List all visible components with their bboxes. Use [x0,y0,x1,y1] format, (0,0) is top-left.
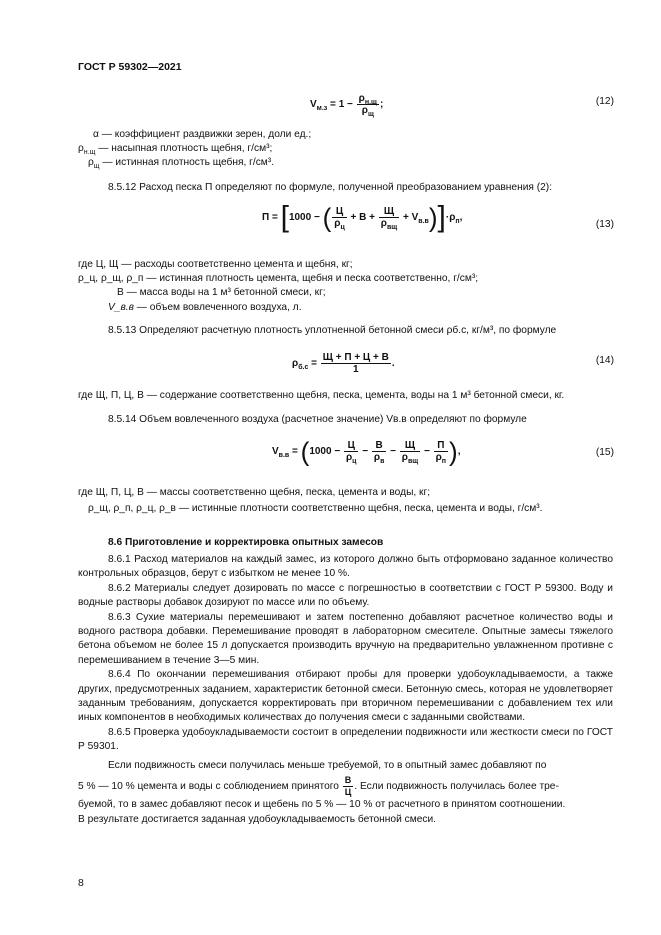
paragraph-8-6-5-line-d: В результате достигается заданная удобоукладываемость бетонной смеси. [78,813,436,825]
definition-true-density: $\rho_щ$ — истинная плотность щебня, г/см³. [88,157,275,171]
equation-number-15: (15) [595,447,614,458]
paragraph-8-6-5: 8.6.5 Проверка удобоукладываемости состоит в определении подвижности или жесткости смеси по ГОСТ Р 59301. [78,726,613,753]
paragraph-8-5-13: 8.5.13 Определяют расчетную плотность уплотненной бетонной смеси ρб.с, кг/м³, по формуле [108,325,557,336]
where-14: где Щ, П, Ц, В — содержание соответственно щебня, песка, цемента, воды на 1 м³ бетонной смеси, кг. [78,390,565,401]
definition-cement-gravel: где Ц, Щ — расходы соответственно цемента и щебня, кг; [78,259,353,270]
paragraph-8-6-5-line-b: 5 % — 10 % цемента и воды с соблюдением принятого $\frac{В}{Ц}$ . Если подвижность получилась более тре- [78,775,559,798]
paragraph-8-6-5-line-c: буемой, то в замес добавляют песок и щебень по 5 % — 10 % от расчетного в принятом соотношении. [78,799,566,811]
equation-15: $V_{в.в} = (1000$ − $\frac{Ц}{\rho_ц}$ − $\frac{В}{\rho_в}$ − $\frac{Щ}{\rho_{вщ}}$ − $\frac{П}{\rho_п}$ ), [272,436,461,467]
definition-true-densities: ρ_ц, ρ_щ, ρ_п — истинная плотность цемента, щебня и песка соответственно, г/см³; [78,273,479,284]
equation-13: П = [1000 − ( $\frac{Ц}{\rho_ц}$ + В + $\frac{Щ}{\rho_{вщ}}$ + $V_{в.в})]\cdot\rho_п$, [262,200,463,234]
paragraph-8-5-14: 8.5.14 Объем вовлеченного воздуха (расчетное значение) Vв.в определяют по формуле [108,414,527,425]
definition-alpha: α — коэффициент раздвижки зерен, доли ед.; [93,129,312,140]
equation-12: $V_{м.з} = 1$ − $\frac{\rho_{н.щ}}{\rho_щ}$ ; [310,93,384,118]
definition-bulk-density: $\rho_{н.щ}$ — насыпная плотность щебня, г/см³; [78,143,273,157]
paragraph-8-6-1: 8.6.1 Расход материалов на каждый замес, из которого должно быть отформовано заданное количество контрольных образцов, берут с избытком не менее 10 %. [78,554,613,580]
definition-air: V_в.в — объем вовлеченного воздуха, л. [108,302,302,313]
definition-true-densities-15: ρ_щ, ρ_п, ρ_ц, ρ_в — истинные плотности соответственно щебня, песка, цемента и воды, г/см³. [88,503,543,514]
definition-masses: где Щ, П, Ц, В — массы соответственно щебня, песка, цемента и воды, кг; [78,487,431,498]
eq12-one: 1 [338,99,345,111]
paragraph-8-6-2: 8.6.2 Материалы следует дозировать по массе с погрешностью в соответствии с ГОСТ Р 59300. Воду и водные растворы добавок дозируют по массе или по объему. [78,582,613,609]
paragraph-8-6-4: 8.6.4 По окончании перемешивания отбирают пробы для проверки удобоукладываемости, а также других, предусмотренных заданием, характеристик бетонной смеси. Бетонную смесь, которая не удовлетворяет заданным требованиям, допускается корректировать при вторичном перемешивании с добавлением тех или иных компонентов в необходимых количествах до получения смеси с заданными свойствами. [78,669,613,724]
equation-number-12: (12) [595,96,614,107]
eq12-lhs: V [310,99,317,111]
paragraph-8-6-5-line-a: Если подвижность смеси получилась меньше требуемой, то в опытный замес добавляют по [108,759,547,771]
section-heading-8-6: 8.6 Приготовление и корректировка опытных замесов [108,537,384,548]
definition-water: В — масса воды на 1 м³ бетонной смеси, кг; [117,287,326,298]
paragraph-8-5-12: 8.5.12 Расход песка П определяют по формуле, полученной преобразованием уравнения (2): [108,182,553,193]
page-number: 8 [78,877,84,889]
equation-14: $\rho_{б.с}$ = $\frac{Щ + П + Ц + В}{1}$ . [292,352,395,375]
paragraph-8-6-3: 8.6.3 Сухие материалы перемешивают и затем постепенно добавляют расчетное количество воды и водного раствора добавки. Перемешивание проводят в лабораторном смесителе. Опытные замесы тяжелого бетона объемом не более 15 л допускается производить вручную на предварительно увлажненном противне с перемешиванием в течение 3—5 мин. [78,611,613,666]
section-8-6-body [78,553,613,827]
eq12-lhs-sub: м.з [316,105,328,113]
eq12-fraction: $\frac{\rho_{н.щ}}{\rho_щ}$ [358,93,377,118]
document-header: ГОСТ Р 59302—2021 [78,61,182,73]
equation-number-13: (13) [595,219,614,230]
equation-number-14: (14) [595,355,614,366]
